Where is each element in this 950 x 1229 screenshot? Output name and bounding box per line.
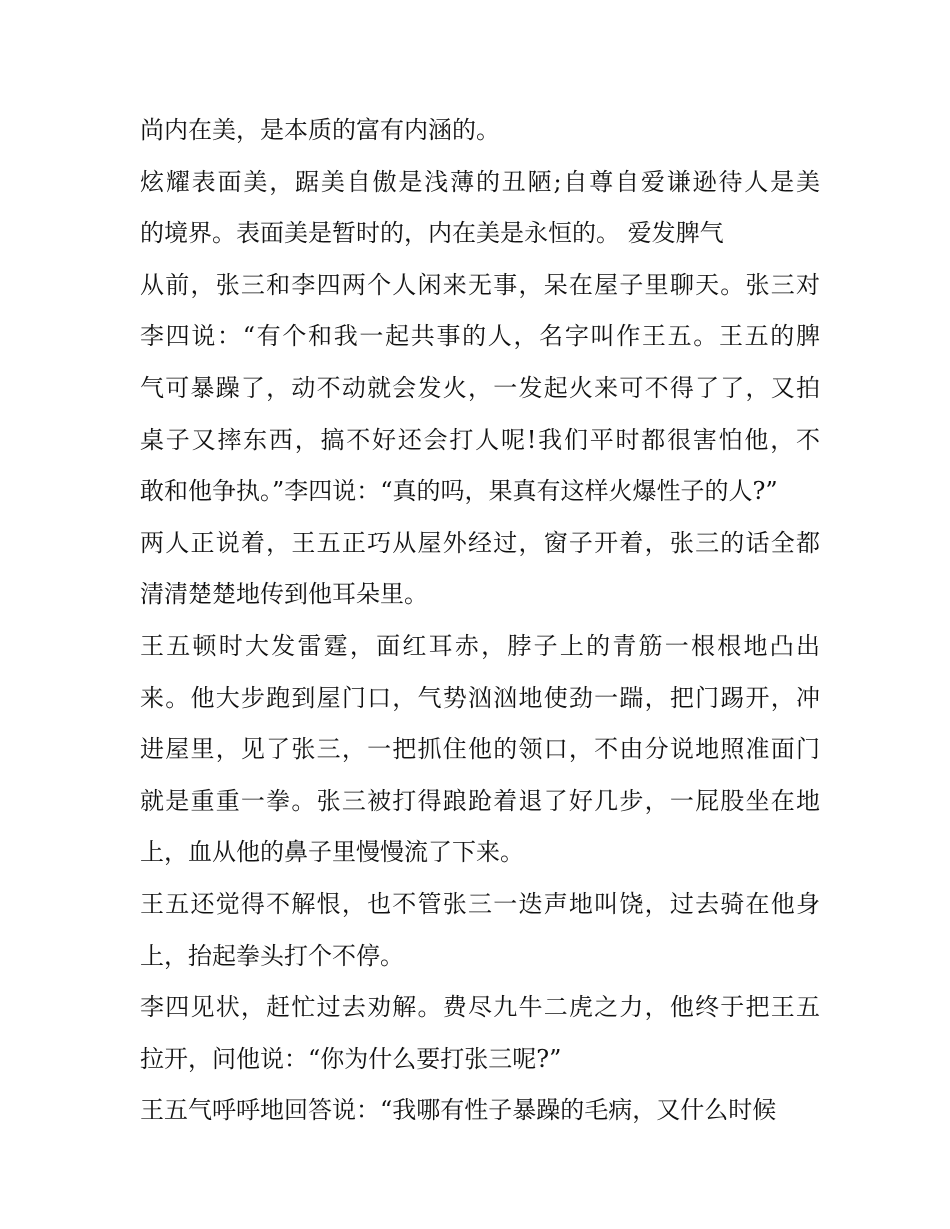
text-line-1: 尚内在美，是本质的富有内涵的。 [140,116,500,144]
text-line-18: 李四见状，赶忙过去劝解。费尽九牛二虎之力，他终于把王五 [140,993,820,1022]
text-line-8: 敢和他争执。”李四说：“真的吗，果真有这样火爆性子的人?” [140,477,778,506]
text-line-7: 桌子又摔东西，搞不好还会打人呢!我们平时都很害怕他，不 [140,425,820,454]
text-line-19: 拉开，问他说：“你为什么要打张三呢?” [140,1044,562,1073]
document-body [140,110,820,1142]
text-line-2: 炫耀表面美，踞美自傲是浅薄的丑陋;自尊自爱谦逊待人是美 [140,167,820,196]
text-line-5: 李四说：“有个和我一起共事的人，名字叫作王五。王五的脾 [140,322,820,351]
text-line-14: 就是重重一拳。张三被打得踉跄着退了好几步，一屁股坐在地 [140,786,820,815]
text-line-9: 两人正说着，王五正巧从屋外经过，窗子开着，张三的话全都 [140,528,820,557]
text-line-12: 来。他大步跑到屋门口，气势汹汹地使劲一踹，把门踢开，冲 [140,683,820,712]
text-line-20: 王五气呼呼地回答说：“我哪有性子暴躁的毛病，又什么时候 [140,1096,777,1125]
text-line-11: 王五顿时大发雷霆，面红耳赤，脖子上的青筋一根根地凸出 [140,631,820,660]
text-line-6: 气可暴躁了，动不动就会发火，一发起火来可不得了了，又拍 [140,373,820,402]
text-line-17: 上，抬起拳头打个不停。 [140,941,404,970]
text-line-15: 上，血从他的鼻子里慢慢流了下来。 [140,838,524,867]
text-line-3: 的境界。表面美是暂时的，内在美是永恒的。 爱发脾气 [140,219,724,248]
text-line-16: 王五还觉得不解恨，也不管张三一迭声地叫饶，过去骑在他身 [140,889,820,918]
text-line-4: 从前，张三和李四两个人闲来无事，呆在屋子里聊天。张三对 [140,270,820,299]
text-line-10: 清清楚楚地传到他耳朵里。 [140,580,428,609]
text-line-13: 进屋里，见了张三，一把抓住他的领口，不由分说地照准面门 [140,735,820,764]
